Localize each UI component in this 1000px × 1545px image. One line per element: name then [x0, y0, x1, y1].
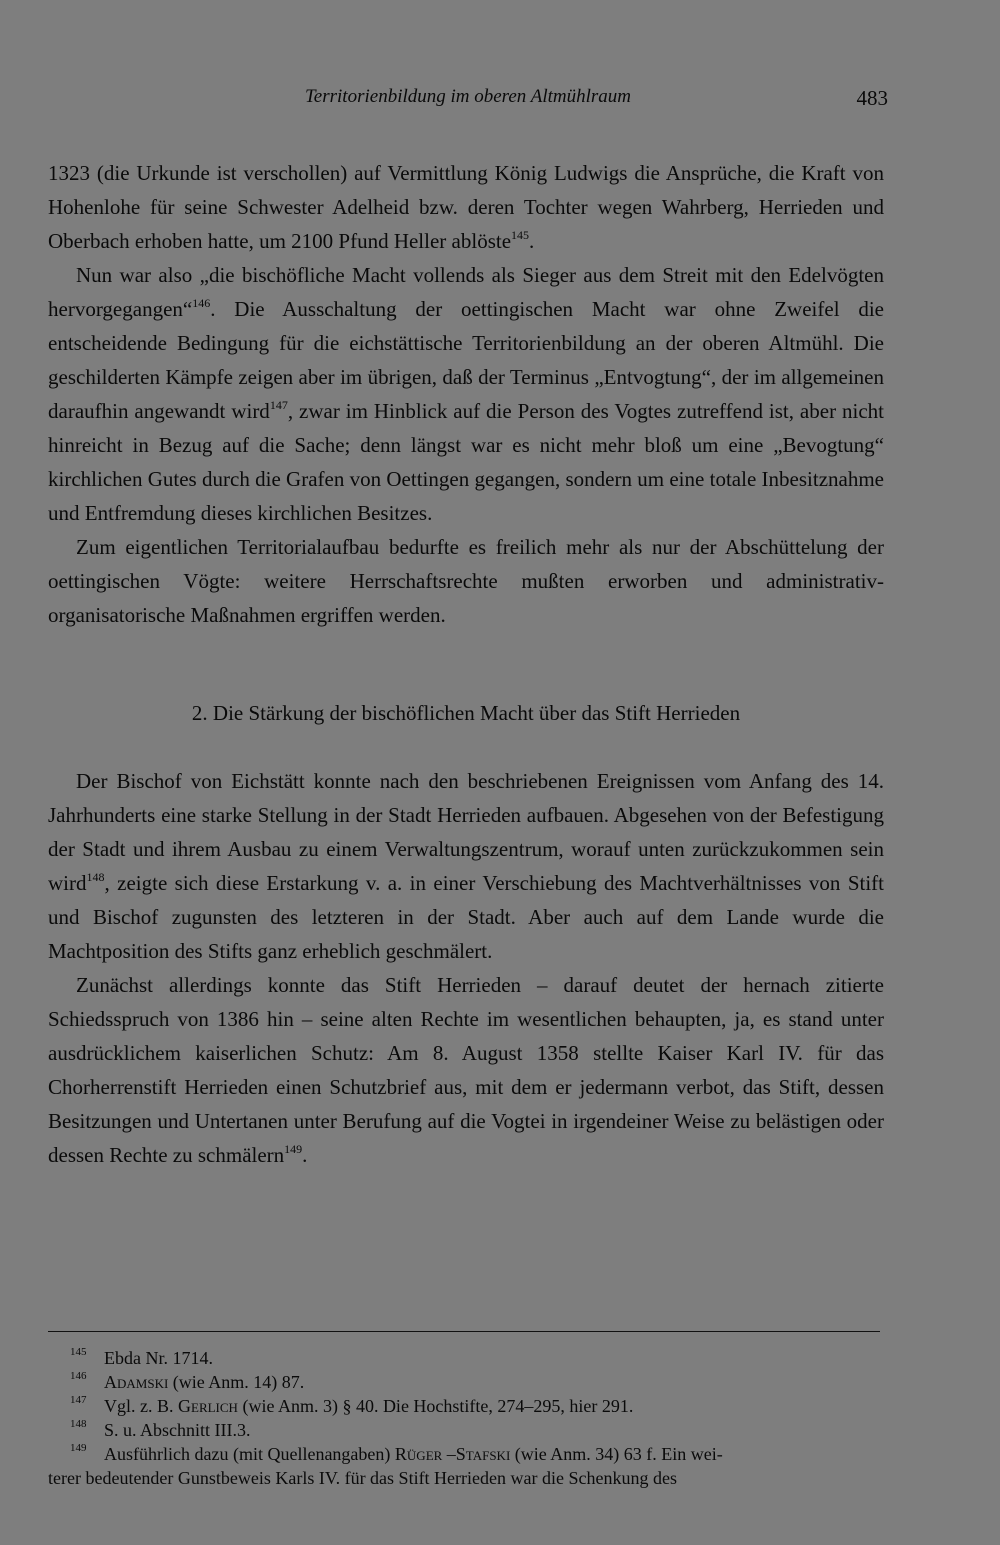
footnote-149: 149 Ausführlich dazu (mit Quellenangaben) Rüger –Stafski (wie Anm. 34) 63 f. Ein wei- terer bedeutender Gunstbeweis Karls IV. für das Stift Herrieden war die Schenkung des: [48, 1442, 880, 1490]
footnote-ref-148[interactable]: 148: [86, 870, 105, 884]
page-number: 483: [856, 86, 888, 110]
running-title: Territorienbildung im oberen Altmühlraum: [304, 86, 631, 107]
footnote-number: 149: [70, 1442, 87, 1454]
footnotes: [48, 1346, 880, 1490]
footnote-number: 145: [70, 1346, 87, 1358]
paragraph-5: Zunächst allerdings konnte das Stift Herrieden – darauf deutet der hernach zitierte Schiedsspruch von 1386 hin – seine alten Rechte im wesentlichen behaupten, ja, es stand unter ausdrücklichem kaiserlichen Schutz: Am 8. August 1358 stellte Kaiser Karl IV. für das Chorherrenstift Herrieden einen Schutzbrief aus, mit dem er jedermann verbot, das Stift, dessen Besitzungen und Untertanen unter Berufung auf die Vogtei in irgendeiner Weise zu belästigen oder dessen Rechte zu schmälern$^{149}$.: [48, 973, 884, 1167]
footnote-continuation: terer bedeutender Gunstbeweis Karls IV. für das Stift Herrieden war die Schenkung des: [48, 1468, 677, 1488]
footnote-146: 146 Adamski (wie Anm. 14) 87.: [48, 1370, 880, 1394]
paragraph-3: Zum eigentlichen Territorialaufbau bedurfte es freilich mehr als nur der Abschüttelung der oettingischen Vögte: weitere Herrschaftsrechte mußten erworben und administrativ-organisatorische Maßnahmen ergriffen werden.: [48, 535, 884, 627]
footnote-ref-149[interactable]: 149: [284, 1142, 303, 1156]
footnote-ref-146[interactable]: 146: [192, 296, 211, 310]
footnote-ref-145[interactable]: 145: [511, 228, 530, 242]
footnote-number: 147: [70, 1394, 87, 1406]
footnote-147: 147 Vgl. z. B. Gerlich (wie Anm. 3) § 40. Die Hochstifte, 274–295, hier 291.: [48, 1394, 880, 1418]
paragraph-4: Der Bischof von Eichstätt konnte nach den beschriebenen Ereignissen vom Anfang des 14. Jahrhunderts eine starke Stellung in der Stadt Herrieden aufbauen. Abgesehen von der Befestigung der Stadt und ihrem Ausbau zu einem Verwaltungszentrum, worauf unten zurückzukommen sein wird$^{148}$, zeigte sich diese Erstarkung v. a. in einer Verschiebung des Machtverhältnisses von Stift und Bischof zugunsten des letzteren in der Stadt. Aber auch auf dem Lande wurde die Machtposition des Stifts ganz erheblich geschmälert.: [48, 769, 884, 963]
paragraph-2: Nun war also „die bischöfliche Macht vollends als Sieger aus dem Streit mit den Edelvögten hervorgegangen“$^{146}$. Die Ausschaltung der oettingischen Macht war ohne Zweifel die entscheidende Bedingung für die eichstättische Territorienbildung an der oberen Altmühl. Die geschilderten Kämpfe zeigen aber im übrigen, daß der Terminus „Entvogtung“, der im allgemeinen daraufhin angewandt wird$^{147}$, zwar im Hinblick auf die Person des Vogtes zutreffend ist, aber nicht hinreicht in Bezug auf die Sache; denn längst war es nicht mehr bloß um eine „Bevogtung“ kirchlichen Gutes durch die Grafen von Oettingen gegangen, sondern um eine totale Inbesitznahme und Entfremdung dieses kirchlichen Besitzes.: [48, 263, 884, 525]
paragraph-1: 1323 (die Urkunde ist verschollen) auf Vermittlung König Ludwigs die Ansprüche, die Kraft von Hohenlohe für seine Schwester Adelheid bzw. deren Tochter wegen Wahrberg, Herrieden und Oberbach erhoben hatte, um 2100 Pfund Heller ablöste$^{145}$.: [48, 161, 884, 253]
running-header: [48, 86, 888, 120]
footnote-148: 148 S. u. Abschnitt III.3.: [48, 1418, 880, 1442]
section-heading: 2. Die Stärkung der bischöflichen Macht über das Stift Herrieden: [191, 701, 741, 725]
footnote-number: 148: [70, 1418, 87, 1430]
main-text: [48, 156, 884, 1172]
footnote-number: 146: [70, 1370, 87, 1382]
footnote-ref-147[interactable]: 147: [269, 398, 288, 412]
footnote-divider: [48, 1331, 880, 1332]
footnote-145: 145 Ebda Nr. 1714.: [48, 1346, 880, 1370]
